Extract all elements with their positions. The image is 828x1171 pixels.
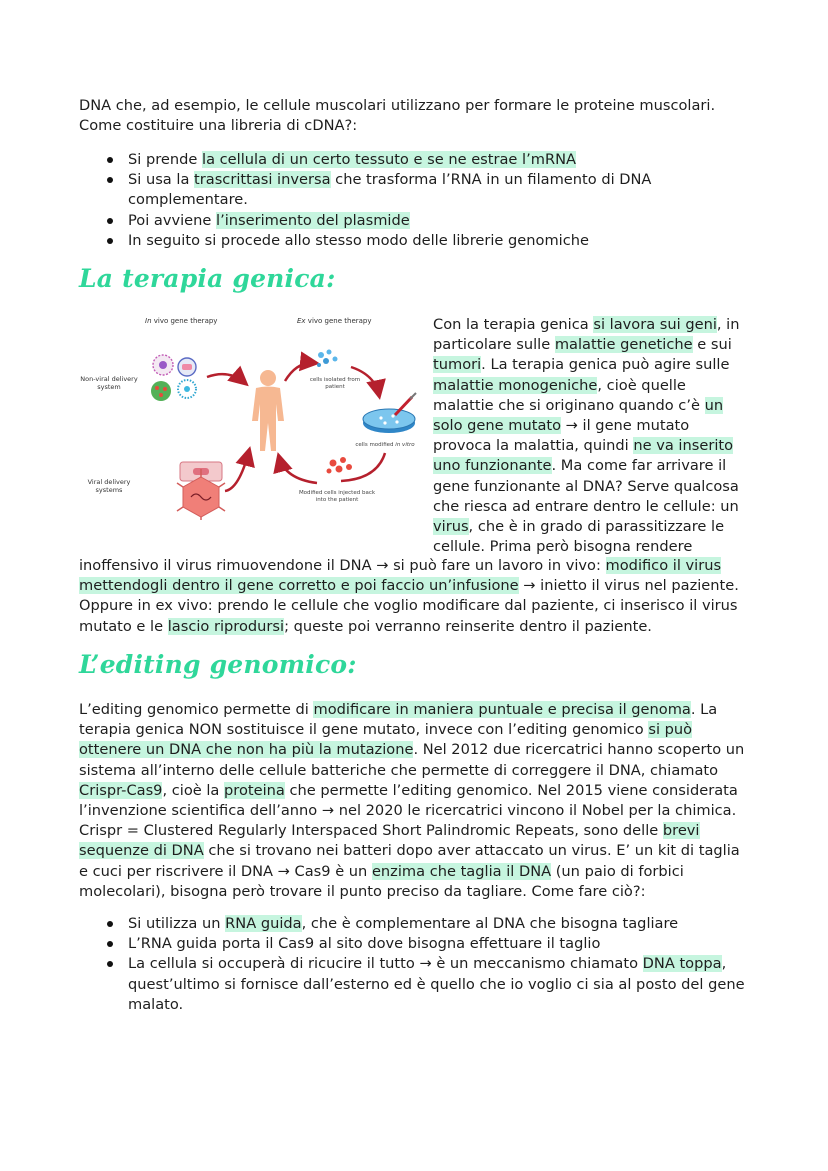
text: ; queste poi verranno reinserite dentro il paziente.	[284, 617, 652, 635]
intro-paragraph	[79, 96, 747, 136]
item-text: Si prende	[128, 151, 203, 168]
genome-editing-paragraph	[79, 700, 749, 902]
intro-line-2: Come costituire una libreria di cDNA?:	[79, 117, 358, 135]
item-text: , che è complementare al DNA che bisogna tagliare	[301, 915, 679, 932]
nonviral-label-2: system	[97, 383, 121, 391]
item-text: Si utilizza un	[128, 915, 226, 932]
gene-therapy-figure	[79, 311, 419, 521]
item-text: In seguito si procede allo stesso modo delle librerie genomiche	[128, 231, 589, 249]
genome-editing-heading: L’editing genomico:	[79, 650, 357, 679]
gene-therapy-continued-paragraph	[79, 556, 751, 637]
highlight: RNA guida	[225, 915, 302, 932]
isolated-cells-icon	[317, 350, 338, 368]
isolated-label-1: cells isolated from	[309, 377, 361, 383]
highlight: si lavora sui geni	[593, 316, 717, 333]
list-item	[79, 934, 749, 954]
item-text: , quest’ultimo si fornisce dall’esterno ed è quello che io voglio ci sia al posto del gene malato.	[128, 955, 745, 1013]
gene-therapy-diagram	[79, 311, 419, 521]
modified-cells-icon	[327, 457, 353, 474]
nanoparticle-icon	[151, 355, 196, 401]
text: , cioè la	[162, 781, 225, 799]
highlight: virus	[433, 518, 469, 536]
injected-label-2: into the patient	[315, 497, 359, 503]
text: . Ma come far arrivare il gene funzionante al DNA? Serve qualcosa che riesca ad entrare dentro le cellule: un	[433, 457, 739, 515]
highlight: la cellula di un certo tessuto e se ne estrae l’mRNA	[202, 151, 577, 168]
item-text: che trasforma l’RNA in un filamento di DNA complementare.	[128, 171, 652, 209]
item-text: Poi avviene	[128, 211, 217, 229]
text: . La terapia genica NON sostituisce il gene mutato, invece con l’editing genomico	[79, 701, 718, 739]
highlight: Crispr-Cas9	[79, 781, 163, 799]
highlight: si può ottenere un DNA che non ha più la mutazione	[79, 721, 693, 759]
text: → inietto il virus nel paziente. Oppure in ex vivo: prendo le cellule che voglio modificare dal paziente, ci inserisco il virus mutato e le	[79, 577, 739, 635]
cdna-steps-list	[79, 150, 749, 251]
text: → il gene mutato provoca la malattia, quindi	[433, 417, 690, 455]
ex-vivo-title: Ex vivo gene therapy	[297, 317, 372, 325]
intro-line-1: DNA che, ad esempio, le cellule muscolari utilizzano per formare le proteine muscolari.	[79, 97, 716, 114]
nonviral-label-1: Non-viral delivery	[80, 375, 138, 383]
guide-rna-steps-list	[79, 914, 749, 1015]
petri-dish-icon	[363, 393, 416, 433]
text: inoffensivo il virus rimuovendone il DNA → si può fare un lavoro in vivo:	[79, 557, 606, 574]
highlight: un solo gene mutato	[433, 396, 724, 435]
isolated-label-2: patient	[325, 384, 345, 390]
list-item	[79, 914, 749, 934]
gene-therapy-side-paragraph	[433, 315, 751, 557]
item-text: Si usa la	[128, 171, 195, 189]
delivery-arrow	[207, 374, 245, 383]
in-vivo-title: In vivo gene therapy	[145, 317, 218, 325]
item-text: La cellula si occuperà di ricucire il tutto → è un meccanismo chiamato	[128, 955, 643, 973]
highlight: trascrittasi inversa	[194, 171, 331, 189]
text: che permette l’editing genomico. Nel 2015 viene considerata l’invenzione scientifica dell’anno → nel 2020 le ricercatrici vincono il Nobel per la chimica. Crispr = Clustered Regularly Interspaced Short Palindromic Repeats, sono delle	[79, 781, 738, 840]
highlight: proteina	[224, 781, 285, 799]
patient-icon	[252, 370, 284, 451]
text: , che è in grado di parassitizzare le cellule. Prima però bisogna rendere	[433, 518, 725, 556]
highlight: malattie genetiche	[554, 336, 693, 354]
viral-label-2: systems	[95, 486, 123, 494]
highlight: tumori	[433, 356, 482, 374]
text: . La terapia genica può agire sulle	[481, 356, 730, 374]
list-item	[79, 231, 749, 251]
reinjection-arrow-2	[279, 457, 317, 483]
list-item	[79, 150, 749, 170]
highlight: lascio riprodursi	[167, 617, 285, 635]
list-item	[79, 170, 749, 210]
item-text: L’RNA guida porta il Cas9 al sito dove bisogna effettuare il taglio	[128, 935, 601, 953]
text: che si trovano nei batteri dopo aver attaccato un virus. E’ un kit di taglia e cuci per riscrivere il DNA → Cas9 è un	[79, 842, 740, 880]
modified-in-vitro-label: cells modified in vitro	[355, 442, 415, 448]
text: e sui	[692, 336, 732, 354]
text: . Nel 2012 due ricercatrici hanno scoperto un sistema all’interno delle cellule batteriche che permette di correggere il DNA, chiamato	[79, 741, 745, 779]
viral-delivery-arrow	[225, 451, 249, 491]
highlight: brevi sequenze di DNA	[79, 822, 700, 860]
list-item	[79, 211, 749, 231]
viral-label-1: Viral delivery	[87, 478, 131, 486]
text: , cioè quelle malattie che si originano quando c’è	[433, 376, 705, 414]
text: L’editing genomico permette di	[79, 701, 314, 718]
highlight: l’inserimento del plasmide	[216, 211, 410, 229]
highlight: modificare in maniera puntuale e precisa il genoma	[313, 701, 691, 718]
text: Con la terapia genica	[433, 316, 594, 333]
highlight: malattie monogeniche	[433, 376, 598, 394]
highlight: enzima che taglia il DNA	[371, 862, 552, 880]
text: , in particolare sulle	[433, 316, 740, 354]
gene-therapy-heading: La terapia genica:	[79, 264, 336, 293]
injected-label-1: Modified cells injected back	[298, 490, 376, 496]
highlight: modifico il virus mettendogli dentro il gene corretto e poi faccio un’infusione	[79, 557, 722, 595]
text: (un paio di forbici molecolari), bisogna però trovare il punto preciso da tagliare. Come fare ciò?:	[79, 862, 684, 900]
list-item	[79, 954, 749, 1015]
highlight: ne va inserito uno funzionante	[433, 437, 734, 475]
highlight: DNA toppa	[642, 955, 722, 973]
